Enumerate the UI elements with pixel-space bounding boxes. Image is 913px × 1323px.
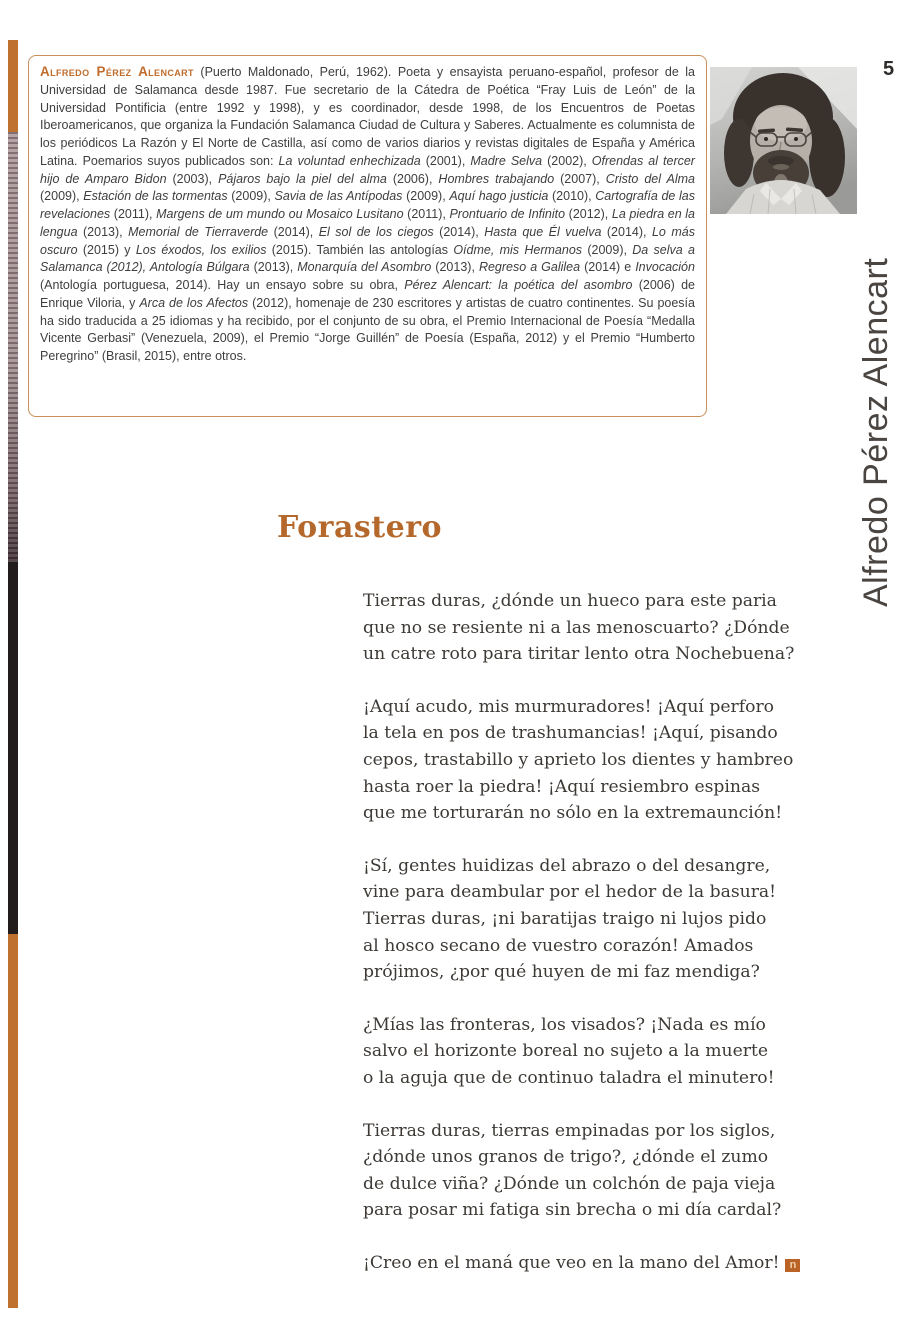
poem-line: vine para deambular por el hedor de la basura! bbox=[363, 882, 777, 903]
author-name: Alfredo Pérez Alencart bbox=[40, 64, 194, 79]
poem-stanza bbox=[363, 694, 803, 827]
poem-line: o la aguja que de continuo taladra el minutero! bbox=[363, 1067, 775, 1088]
poem-title: Forastero bbox=[277, 510, 443, 545]
author-bio-body: (Puerto Maldonado, Perú, 1962). Poeta y ensayista peruano-español, profesor de la Universidad de Salamanca desde 1987. Fue secretario de la Cátedra de Poética “Fray Luis de León” de la Universidad Pontificia (entre 1992 y 1998), y es coordinador, desde 1998, de los Encuentros de Poetas Iberoamericanos, que organiza la Fundación Salamanca Ciudad de Cultura y Saberes. Actualmente es columnista de los periódicos La Razón y El Norte de Castilla, así como de varios diarios y revistas digitales de España y América Latina. Poemarios suyos publicados son: La voluntad enhechizada (2001), Madre Selva (2002), Ofrendas al tercer hijo de Amparo Bidon (2003), Pájaros bajo la piel del alma (2006), Hombres trabajando (2007), Cristo del Alma (2009), Estación de las tormentas (2009), Savia de las Antípodas (2009), Aquí hago justicia (2010), Cartografía de las revelaciones (2011), Margens de um mundo ou Mosaico Lusitano (2011), Prontuario de Infinito (2012), La piedra en la lengua (2013), Memorial de Tierraverde (2014), El sol de los ciegos (2014), Hasta que Él vuelva (2014), Lo más oscuro (2015) y Los éxodos, los exilios (2015). También las antologías Oídme, mis Hermanos (2009), Da selva a Salamanca (2012), Antología Búlgara (2013), Monarquía del Asombro (2013), Regreso a Galilea (2014) e Invocación (Antología portuguesa, 2014). Hay un ensayo sobre su obra, Pérez Alencart: la poética del asombro (2006) de Enrique Viloria, y Arca de los Afectos (2012), homenaje de 230 escritores y artistas de cuatro continentes. Su poesía ha sido traducida a 25 idiomas y ha recibido, por el conjunto de su obra, el Premio Internacional de Poesía “Medalla Vicente Gerbasi” (Venezuela, 2009), el Premio “Jorge Guillén” de Poesía (España, 2012) y el Premio “Humberto Peregrino” (Brasil, 2015), entre otros. bbox=[40, 65, 696, 363]
poem-line: de dulce viña? ¿Dónde un colchón de paja vieja bbox=[363, 1173, 776, 1194]
poem-line: para posar mi fatiga sin brecha o mi día cardal? bbox=[363, 1200, 782, 1221]
poem-stanza bbox=[363, 853, 803, 986]
author-portrait-illustration bbox=[710, 67, 857, 214]
author-bio-box bbox=[28, 55, 707, 417]
poem-body bbox=[363, 588, 803, 1302]
poem-line: Tierras duras, ¡ni baratijas traigo ni lujos pido bbox=[363, 908, 767, 929]
poem-line: que no se resiente ni a las menoscuarto? ¿Dónde bbox=[363, 617, 790, 638]
poem-line: ¿Mías las fronteras, los visados? ¡Nada es mío bbox=[363, 1014, 766, 1035]
author-bio-text bbox=[40, 63, 695, 366]
left-strip-orange-top bbox=[8, 40, 18, 132]
sidebar-author-name: Alfredo Pérez Alencart bbox=[857, 257, 895, 607]
poem-line: la tela en pos de trashumancias! ¡Aquí, pisando bbox=[363, 723, 778, 744]
author-photo bbox=[710, 67, 857, 214]
left-strip-orange-bottom bbox=[8, 934, 18, 1308]
poem-line: un catre roto para tiritar lento otra Nochebuena? bbox=[363, 644, 795, 665]
poem-line: que me torturarán no sólo en la extremaunción! bbox=[363, 803, 783, 824]
poem-line: ¿dónde unos granos de trigo?, ¿dónde el zumo bbox=[363, 1147, 769, 1168]
left-strip-dark bbox=[8, 562, 18, 934]
poem-line: ¡Creo en el maná que veo en la mano del Amor! n bbox=[363, 1250, 803, 1277]
poem-stanza bbox=[363, 588, 803, 668]
left-edge-decoration bbox=[8, 0, 18, 1323]
left-strip-texture bbox=[8, 132, 18, 562]
poem-line: Tierras duras, tierras empinadas por los siglos, bbox=[363, 1120, 776, 1141]
poem-line: prójimos, ¿por qué huyen de mi faz mendiga? bbox=[363, 962, 760, 983]
poem-line: hasta roer la piedra! ¡Aquí resiembro espinas bbox=[363, 776, 761, 797]
poem-line: ¡Aquí acudo, mis murmuradores! ¡Aquí perforo bbox=[363, 696, 775, 717]
poem-line: al hosco secano de vuestro corazón! Amados bbox=[363, 935, 754, 956]
end-of-article-mark: n bbox=[785, 1259, 800, 1272]
poem-line: salvo el horizonte boreal no sujeto a la muerte bbox=[363, 1041, 769, 1062]
poem-line: Tierras duras, ¿dónde un hueco para este paria bbox=[363, 591, 777, 611]
poem-stanza bbox=[363, 1012, 803, 1092]
poem-stanza bbox=[363, 1250, 803, 1277]
poem-stanza bbox=[363, 1118, 803, 1224]
page-number: 5 bbox=[883, 58, 895, 80]
poem-line: ¡Sí, gentes huidizas del abrazo o del desangre, bbox=[363, 855, 771, 876]
poem-line: cepos, trastabillo y aprieto los dientes y hambreo bbox=[363, 749, 794, 770]
